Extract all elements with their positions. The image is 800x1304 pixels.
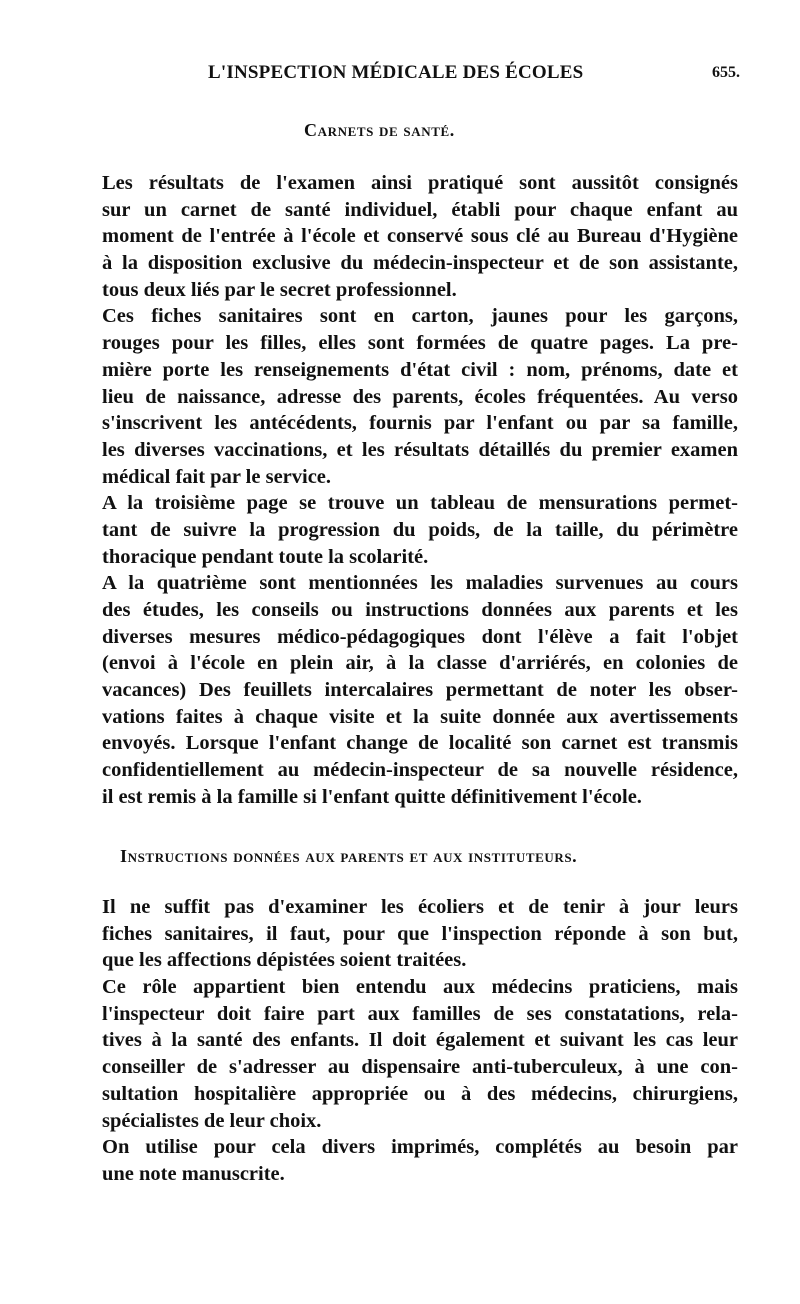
text-line: s'inscrivent les antécédents, fournis par l'enfant ou par sa famille,: [102, 412, 738, 435]
text-line: Ces fiches sanitaires sont en carton, jaunes pour les garçons,: [102, 305, 738, 328]
running-title: L'INSPECTION MÉDICALE DES ÉCOLES: [208, 62, 584, 83]
text-line: que les affections dépistées soient traitées.: [102, 949, 467, 972]
text-line: A la quatrième sont mentionnées les maladies survenues au cours: [102, 572, 738, 595]
text-line: sur un carnet de santé individuel, établi pour chaque enfant au: [102, 198, 738, 221]
text-line: tous deux liés par le secret professionnel.: [102, 278, 457, 301]
section-body-instructions: [102, 894, 738, 1188]
running-header: [0, 62, 800, 92]
text-line: à la disposition exclusive du médecin-inspecteur et de son assistante,: [102, 252, 738, 275]
section-heading-carnets: Carnets de santé.: [304, 120, 455, 140]
text-line: (envoi à l'école en plein air, à la classe d'arriérés, en colonies de: [102, 652, 738, 675]
text-line: moment de l'entrée à l'école et conservé sous clé au Bureau d'Hygiène: [102, 225, 738, 248]
text-line: spécialistes de leur choix.: [102, 1109, 322, 1132]
text-line: les diverses vaccinations, et les résultats détaillés du premier examen: [102, 438, 738, 461]
text-line: une note manuscrite.: [102, 1162, 285, 1185]
text-line: des études, les conseils ou instructions données aux parents et les: [102, 599, 738, 621]
text-line: A la troisième page se trouve un tableau de mensurations permet-: [102, 492, 738, 515]
text-line: diverses mesures médico-pédagogiques dont l'élève a fait l'objet: [102, 625, 738, 648]
text-line: Ce rôle appartient bien entendu aux médecins praticiens, mais: [102, 976, 738, 999]
text-line: conseiller de s'adresser au dispensaire anti-tuberculeux, à une con-: [102, 1056, 738, 1079]
text-line: sultation hospitalière appropriée ou à des médecins, chirurgiens,: [102, 1082, 738, 1105]
text-line: vations faites à chaque visite et la suite donnée aux avertissements: [102, 705, 738, 728]
text-line: confidentiellement au médecin-inspecteur de sa nouvelle résidence,: [102, 759, 738, 782]
text-line: Il ne suffit pas d'examiner les écoliers et de tenir à jour leurs: [102, 896, 738, 918]
text-line: médical fait par le service.: [102, 465, 332, 488]
section-heading-instructions: Instructions données aux parents et aux instituteurs.: [120, 846, 578, 866]
text-line: Les résultats de l'examen ainsi pratiqué sont aussitôt consignés: [102, 172, 738, 194]
text-line: fiches sanitaires, il faut, pour que l'inspection réponde à son but,: [102, 922, 738, 945]
text-line: il est remis à la famille si l'enfant quitte définitivement l'école.: [102, 785, 642, 808]
text-line: tives à la santé des enfants. Il doit également et suivant les cas leur: [102, 1029, 738, 1052]
text-line: envoyés. Lorsque l'enfant change de localité son carnet est transmis: [102, 732, 738, 755]
text-line: l'inspecteur doit faire part aux familles de ses constatations, rela-: [102, 1002, 738, 1025]
text-line: lieu de naissance, adresse des parents, écoles fréquentées. Au verso: [102, 385, 738, 408]
text-line: mière porte les renseignements d'état civil : nom, prénoms, date et: [102, 358, 738, 381]
page-number: 655.: [712, 64, 740, 81]
text-line: thoracique pendant toute la scolarité.: [102, 545, 429, 568]
text-line: On utilise pour cela divers imprimés, complétés au besoin par: [102, 1136, 738, 1159]
text-line: tant de suivre la progression du poids, de la taille, du périmètre: [102, 518, 738, 541]
text-line: vacances) Des feuillets intercalaires permettant de noter les obser-: [102, 679, 738, 702]
section-body-carnets: [102, 170, 738, 811]
text-line: rouges pour les filles, elles sont formées de quatre pages. La pre-: [102, 332, 738, 355]
